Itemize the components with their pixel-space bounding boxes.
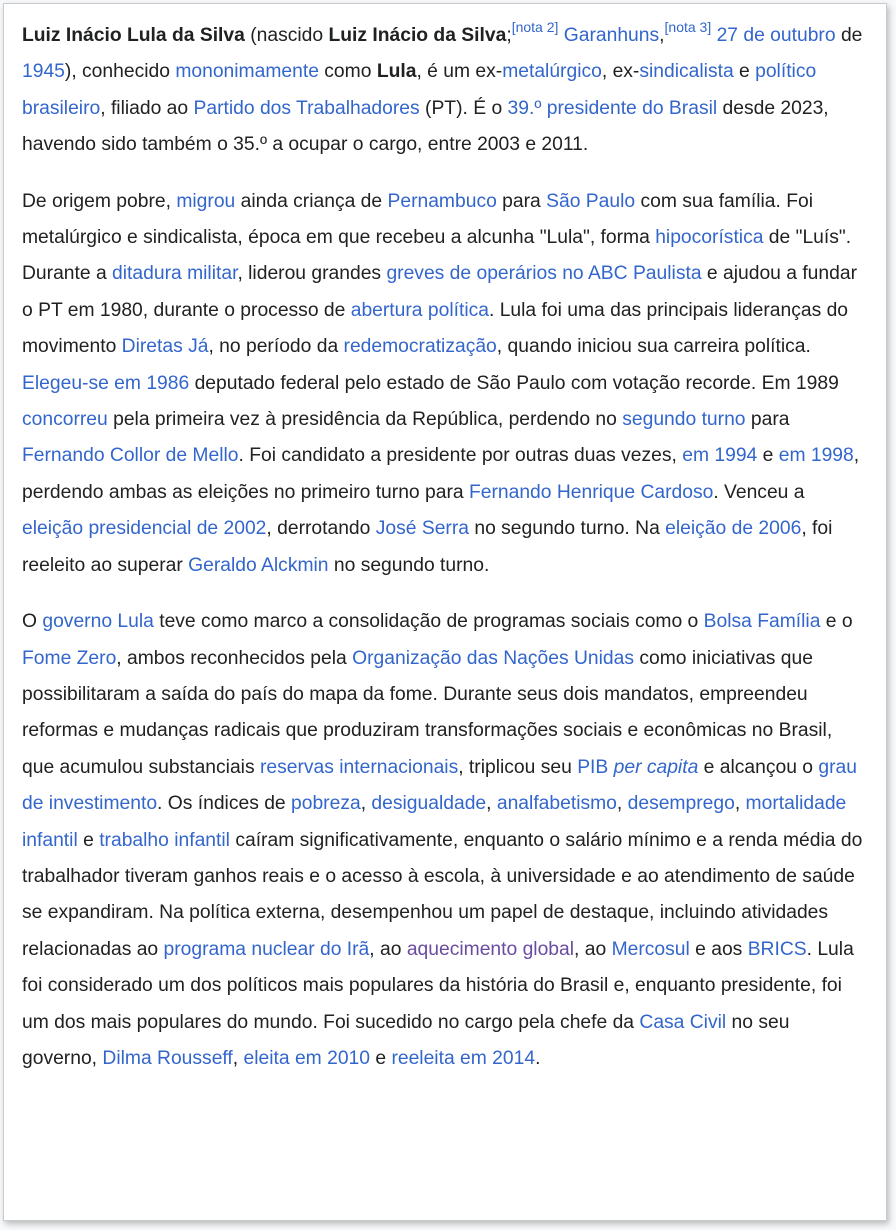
link-eleicao-presidencial-de-2002[interactable]: eleição presidencial de 2002 xyxy=(22,518,267,540)
text-run: ; xyxy=(506,25,512,46)
text-run: pela primeira vez à presidência da República, perdendo no xyxy=(107,409,623,431)
text-run: com sua família. Foi metalúrgico e sindicalista, época em que recebeu a alcunha "Lula", forma xyxy=(22,190,813,249)
text-run: , é um ex- xyxy=(416,61,503,83)
link-sao-paulo[interactable]: São Paulo xyxy=(546,190,636,212)
link-eleicao-de-2006[interactable]: eleição de 2006 xyxy=(665,518,802,540)
link-bolsa-familia[interactable]: Bolsa Família xyxy=(703,611,821,633)
link-aquecimento-global[interactable]: aquecimento global xyxy=(406,938,575,960)
link-diretas-ja[interactable]: Diretas Já xyxy=(121,336,209,358)
link-mononimamente[interactable]: mononimamente xyxy=(175,61,319,83)
text-run: para xyxy=(496,190,547,212)
link-migrou[interactable]: migrou xyxy=(176,190,236,212)
text-run: , xyxy=(486,793,497,815)
link-em-1998[interactable]: em 1998 xyxy=(778,445,854,467)
link-fernando-collor-de-mello[interactable]: Fernando Collor de Mello xyxy=(22,445,239,467)
text-run: e o xyxy=(820,611,853,633)
text-run: no segundo turno. xyxy=(328,554,490,576)
text-run: , triplicou seu xyxy=(458,756,578,778)
link-analfabetismo[interactable]: analfabetismo xyxy=(496,793,617,815)
link-geraldo-alckmin[interactable]: Geraldo Alckmin xyxy=(188,554,329,576)
link-brics[interactable]: BRICS xyxy=(747,938,807,960)
text-run: , ao xyxy=(369,938,407,960)
link-desigualdade[interactable]: desigualdade xyxy=(371,793,487,815)
text-run: e xyxy=(757,445,779,467)
link-1945[interactable]: 1945 xyxy=(22,61,65,83)
text-run: . Foi candidato a presidente por outras duas vezes, xyxy=(238,445,683,467)
text-run: ), conhecido xyxy=(64,61,176,83)
link-garanhuns[interactable]: Garanhuns xyxy=(563,25,660,46)
link-pib[interactable]: PIB xyxy=(577,756,609,778)
text-run: , no período da xyxy=(208,336,344,358)
link-eleita-em-2010[interactable]: eleita em 2010 xyxy=(243,1047,370,1069)
text-run: . Lula foi uma das principais lideranças do movimento xyxy=(22,299,849,358)
text-run: O xyxy=(22,611,43,633)
text-run: . xyxy=(535,1047,541,1069)
link-dilma-rousseff[interactable]: Dilma Rousseff xyxy=(102,1047,233,1069)
italic-text: per capita xyxy=(613,756,699,778)
text-run: , xyxy=(360,793,372,815)
link-ditadura-militar[interactable]: ditadura militar xyxy=(112,263,238,285)
text-run: como xyxy=(318,61,377,83)
text-run: (PT). É o xyxy=(419,97,508,119)
footnote-link-nota-2[interactable]: [nota 2] xyxy=(511,19,559,35)
paragraph-intro xyxy=(22,18,868,164)
text-run: , xyxy=(734,793,746,815)
text-run: , ao xyxy=(574,938,612,960)
text-run: . Venceu a xyxy=(713,481,805,503)
text-run: e xyxy=(370,1047,392,1069)
article-excerpt-card xyxy=(3,3,887,1221)
text-run: , quando iniciou sua carreira política. xyxy=(496,336,811,358)
text-run: e alcançou o xyxy=(698,756,819,778)
link-concorreu[interactable]: concorreu xyxy=(22,409,108,431)
link-em-1994[interactable]: em 1994 xyxy=(682,445,758,467)
text-run: (nascido xyxy=(244,25,329,46)
text-run: desde 2023, havendo sido também o 35.º a ocupar o cargo, entre 2003 e 2011. xyxy=(22,97,829,156)
link-greves-de-operarios-no-abc-paulista[interactable]: greves de operários no ABC Paulista xyxy=(386,263,702,285)
link-trabalho-infantil[interactable]: trabalho infantil xyxy=(99,829,230,851)
footnote-superscript xyxy=(665,19,712,35)
link-governo-lula[interactable]: governo Lula xyxy=(42,611,154,633)
link-casa-civil[interactable]: Casa Civil xyxy=(639,1011,727,1033)
link-fome-zero[interactable]: Fome Zero xyxy=(22,647,117,669)
link-abertura-politica[interactable]: abertura política xyxy=(350,299,489,321)
text-run: e aos xyxy=(689,938,748,960)
bold-name: Luiz Inácio da Silva xyxy=(328,25,507,46)
link-segundo-turno[interactable]: segundo turno xyxy=(622,409,746,431)
text-run: no segundo turno. Na xyxy=(468,518,666,540)
link-per-capita[interactable] xyxy=(614,757,699,778)
link-mortalidade-infantil[interactable]: mortalidade infantil xyxy=(22,793,847,851)
text-run: no seu governo, xyxy=(22,1011,790,1069)
text-run: teve como marco a consolidação de programas sociais como o xyxy=(153,611,704,633)
footnote-link-nota-3[interactable]: [nota 3] xyxy=(664,19,712,35)
link-organizacao-das-nacoes-unidas[interactable]: Organização das Nações Unidas xyxy=(352,647,634,669)
bold-name: Luiz Inácio Lula da Silva xyxy=(22,25,245,46)
text-run: , derrotando xyxy=(266,518,376,540)
text-run: de "Luís". Durante a xyxy=(22,227,852,285)
text-run: ainda criança de xyxy=(235,190,388,212)
footnote-superscript xyxy=(512,19,559,35)
bold-name: Lula xyxy=(376,61,417,83)
text-run: , ambos reconhecidos pela xyxy=(116,647,353,669)
text-run: . Os índices de xyxy=(157,793,292,815)
text-run: e ajudou a fundar o PT em 1980, durante o processo de xyxy=(22,263,857,321)
text-run: de xyxy=(835,25,863,46)
link-mercosul[interactable]: Mercosul xyxy=(611,938,690,960)
link-sindicalista[interactable]: sindicalista xyxy=(639,61,734,83)
link-reeleita-em-2014[interactable]: reeleita em 2014 xyxy=(391,1047,536,1069)
text-run: como iniciativas que possibilitaram a saída do país do mapa da fome. Durante seus dois mandatos, empreendeu reformas e mudanças radicais que produziram transformações sociais e econômicas no Brasil, que acumulou substanciais xyxy=(22,647,833,778)
link-desemprego[interactable]: desemprego xyxy=(627,793,735,815)
link-pernambuco[interactable]: Pernambuco xyxy=(387,190,497,212)
text-run: , xyxy=(659,25,665,46)
link-metalurgico[interactable]: metalúrgico xyxy=(502,61,602,83)
text-run: para xyxy=(745,409,790,431)
link-partido-dos-trabalhadores[interactable]: Partido dos Trabalhadores xyxy=(193,97,420,119)
link-27-de-outubro[interactable]: 27 de outubro xyxy=(716,25,836,46)
link-pobreza[interactable]: pobreza xyxy=(291,793,361,815)
text-run: e xyxy=(733,61,756,83)
link-hipocoristica[interactable]: hipocorística xyxy=(655,227,764,249)
link-programa-nuclear-do-ira[interactable]: programa nuclear do Irã xyxy=(163,938,370,960)
link-39-presidente-do-brasil[interactable]: 39.º presidente do Brasil xyxy=(507,97,718,119)
text-run: , perdendo ambas as eleições no primeiro turno para xyxy=(22,445,860,503)
text-run: , liderou grandes xyxy=(237,263,387,285)
link-elegeu-se-em-1986[interactable]: Elegeu-se em 1986 xyxy=(22,372,190,394)
link-politico-brasileiro[interactable]: político brasileiro xyxy=(22,61,817,119)
link-redemocratizacao[interactable]: redemocratização xyxy=(343,336,497,358)
link-grau-de-investimento[interactable]: grau de investimento xyxy=(22,756,857,815)
text-run: , xyxy=(616,793,628,815)
link-jose-serra[interactable]: José Serra xyxy=(375,518,469,540)
text-run: De origem pobre, xyxy=(22,190,177,212)
text-run: , filiado ao xyxy=(100,97,194,119)
link-fernando-henrique-cardoso[interactable]: Fernando Henrique Cardoso xyxy=(468,481,714,503)
paragraph-early-life xyxy=(22,184,868,584)
link-reservas-internacionais[interactable]: reservas internacionais xyxy=(259,756,459,778)
text-run: caíram significativamente, enquanto o salário mínimo e a renda média do trabalhador tiveram ganhos reais e o acesso à escola, à universidade e ao atendimento de saúde se expandiram. Na política externa, desempenhou um papel de destaque, incluindo atividades relacionadas ao xyxy=(22,829,863,960)
text-run: , foi reeleito ao superar xyxy=(22,518,833,576)
paragraph-government xyxy=(22,604,868,1077)
text-run: e xyxy=(77,829,100,851)
text-run: . Lula foi considerado um dos políticos mais populares da história do Brasil e, enquanto presidente, foi um dos mais populares do mundo. Foi sucedido no cargo pela chefe da xyxy=(22,938,854,1033)
text-run: , ex- xyxy=(601,61,640,83)
text-run: , xyxy=(232,1047,244,1069)
text-run: deputado federal pelo estado de São Paulo com votação recorde. Em 1989 xyxy=(189,372,839,394)
